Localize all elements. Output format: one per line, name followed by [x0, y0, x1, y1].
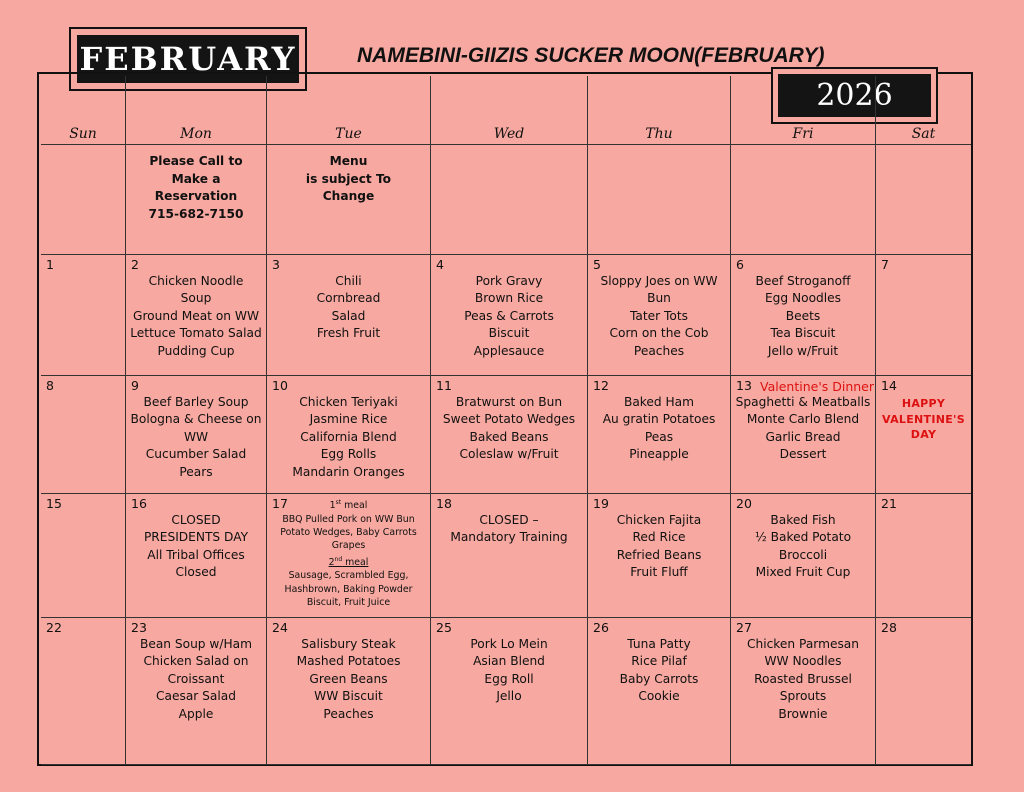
day-number: 7 — [881, 257, 889, 272]
menu-list — [588, 636, 730, 706]
menu-item: Mandatory Training — [450, 530, 568, 545]
menu-item: Fresh Fruit — [316, 326, 381, 341]
menu-item: Tater Tots — [629, 308, 688, 323]
menu-list — [731, 512, 875, 582]
menu-item: Peaches — [323, 706, 374, 721]
menu-item: Lettuce Tomato Salad — [130, 326, 262, 341]
day-number: 25 — [436, 620, 452, 635]
day-cell-24 — [267, 618, 431, 765]
menu-item: Fruit Fluff — [630, 565, 688, 580]
meal-label: 2nd meal — [328, 555, 369, 568]
day-number: 14 — [881, 378, 897, 393]
menu-item: Baby Carrots — [619, 671, 699, 686]
menu-item: Baked Fish — [770, 513, 836, 527]
menu-list — [126, 394, 266, 481]
menu-item: Egg Rolls — [320, 447, 377, 462]
menu-item: Chicken Teriyaki — [299, 395, 398, 409]
menu-item: Ground Meat on WW — [133, 308, 259, 323]
menu-item: Chicken Fajita — [616, 513, 702, 527]
calendar-grid — [41, 76, 971, 765]
day-number: 5 — [593, 257, 601, 272]
menu-item: Beets — [785, 308, 821, 323]
menu-item: Brownie — [778, 706, 828, 721]
day-number: 2 — [131, 257, 139, 272]
day-cell-1 — [41, 255, 126, 376]
menu-item: Grapes — [331, 540, 366, 552]
menu-list — [588, 394, 730, 464]
menu-item: Pears — [179, 464, 213, 479]
menu-list — [431, 512, 587, 547]
day-header-thu: Thu — [588, 76, 731, 145]
menu-item: Cucumber Salad — [145, 447, 247, 462]
day-cell-21 — [876, 494, 971, 618]
menu-item: Green Beans — [309, 671, 388, 686]
meal-label: 1st meal — [329, 499, 368, 512]
menu-item: Monte Carlo Blend — [746, 412, 860, 427]
day-cell-4 — [431, 255, 588, 376]
menu-item: Tuna Patty — [627, 637, 691, 651]
holiday-greeting — [876, 396, 971, 443]
day-cell-27 — [731, 618, 876, 765]
menu-item: Mashed Potatoes — [296, 654, 401, 669]
day-cell-5 — [588, 255, 731, 376]
day-number: 17 — [272, 496, 288, 511]
day-number: 1 — [46, 257, 54, 272]
menu-item: Pork Lo Mein — [470, 637, 548, 651]
day-cell-18 — [431, 494, 588, 618]
menu-item: Biscuit, Fruit Juice — [306, 597, 391, 609]
day-cell-22 — [41, 618, 126, 765]
menu-item: Au gratin Potatoes — [602, 412, 716, 427]
day-cell-9 — [126, 376, 267, 494]
day-cell-28 — [876, 618, 971, 765]
menu-item: Red Rice — [632, 530, 686, 545]
day-cell-3 — [267, 255, 431, 376]
day-header-fri: Fri — [731, 76, 876, 145]
menu-item: Potato Wedges, Baby Carrots — [280, 526, 417, 538]
holiday-line: VALENTINE'S — [882, 412, 965, 426]
day-header-sun: Sun — [41, 76, 126, 145]
menu-item: Peaches — [633, 343, 685, 358]
phone-number: 715-682-7150 — [148, 206, 244, 221]
menu-item: Pudding Cup — [157, 343, 235, 358]
day-number: 3 — [272, 257, 280, 272]
day-cell-25 — [431, 618, 588, 765]
menu-item: Chicken Noodle — [148, 274, 244, 288]
day-number: 19 — [593, 496, 609, 511]
menu-list — [731, 273, 875, 360]
menu-item: Sprouts — [779, 689, 827, 704]
day-cell-16 — [126, 494, 267, 618]
day-cell-26 — [588, 618, 731, 765]
menu-list — [731, 636, 875, 723]
menu-list — [126, 636, 266, 723]
menu-item: Spaghetti & Meatballs — [735, 395, 871, 409]
day-number: 11 — [436, 378, 452, 393]
menu-item: PRESIDENTS DAY — [143, 530, 249, 545]
empty-cell — [431, 145, 588, 255]
menu-list — [588, 273, 730, 360]
menu-item: Broccoli — [778, 547, 828, 562]
menu-item: Chicken Parmesan — [746, 637, 860, 651]
menu-item: Salisbury Steak — [301, 637, 396, 651]
menu-list — [588, 512, 730, 582]
day-number: 27 — [736, 620, 752, 635]
menu-item: Apple — [178, 706, 214, 721]
menu-item: Biscuit — [488, 326, 530, 341]
day-cell-15 — [41, 494, 126, 618]
menu-item: Sausage, Scrambled Egg, — [288, 570, 409, 582]
day-header-wed: Wed — [431, 76, 588, 145]
menu-item: Mixed Fruit Cup — [755, 565, 851, 580]
day-cell-23 — [126, 618, 267, 765]
day-number: 20 — [736, 496, 752, 511]
menu-list — [267, 273, 430, 343]
day-number: 15 — [46, 496, 62, 511]
menu-item: Bean Soup w/Ham — [139, 637, 253, 651]
day-cell-8 — [41, 376, 126, 494]
menu-item: All Tribal Offices — [147, 547, 245, 562]
menu-item: Salad — [331, 308, 366, 323]
day-cell-17 — [267, 494, 431, 618]
day-number: 8 — [46, 378, 54, 393]
day-number: 18 — [436, 496, 452, 511]
day-cell-7 — [876, 255, 971, 376]
menu-item: Cookie — [638, 689, 680, 704]
menu-item: Soup — [180, 291, 212, 306]
reservation-note: Please Call to Make a Reservation 715-682-7150 — [126, 153, 266, 223]
day-header-sat: Sat — [876, 76, 971, 145]
day-number: 9 — [131, 378, 139, 393]
day-number: 12 — [593, 378, 609, 393]
moon-subtitle: NAMEBINI-GIIZIS SUCKER MOON(FEBRUARY) — [357, 44, 825, 67]
menu-item: ½ Baked Potato — [754, 530, 852, 545]
day-number: 16 — [131, 496, 147, 511]
menu-item: California Blend — [300, 429, 397, 444]
menu-list — [731, 394, 875, 464]
menu-item: WW Noodles — [764, 654, 842, 669]
menu-item: Asian Blend — [473, 654, 545, 669]
day-number: 23 — [131, 620, 147, 635]
empty-cell — [588, 145, 731, 255]
menu-item: Beef Barley Soup — [143, 395, 249, 409]
holiday-line: DAY — [910, 428, 937, 441]
day-cell-12 — [588, 376, 731, 494]
menu-item: Jasmine Rice — [309, 412, 388, 427]
menu-item: Applesauce — [473, 343, 545, 358]
menu-item: Corn on the Cob — [609, 326, 709, 341]
menu-item: Croissant — [167, 671, 225, 686]
menu-item: Baked Beans — [469, 429, 549, 444]
menu-item: Peas — [644, 429, 674, 444]
menu-item: Chili — [335, 274, 362, 288]
menu-change-note: Menu is subject To Change — [305, 154, 392, 203]
menu-item: Peas & Carrots — [464, 308, 554, 323]
day-number: 6 — [736, 257, 744, 272]
day-header-tue: Tue — [267, 76, 431, 145]
menu-list — [431, 636, 587, 706]
day-number: 24 — [272, 620, 288, 635]
menu-item: Bologna & Cheese on — [130, 412, 262, 427]
day-number: 28 — [881, 620, 897, 635]
day-cell-20 — [731, 494, 876, 618]
holiday-line: HAPPY — [901, 397, 946, 410]
menu-item: CLOSED – — [479, 513, 539, 527]
menu-item: Coleslaw w/Fruit — [459, 447, 559, 462]
menu-item: WW Biscuit — [314, 689, 383, 704]
menu-item: Chicken Salad on — [143, 654, 249, 669]
menu-item: Egg Roll — [484, 671, 534, 686]
menu-item: Dessert — [779, 447, 827, 462]
reservation-note-cell — [126, 145, 267, 255]
menu-change-note-cell — [267, 145, 431, 255]
year-title: 2026 — [778, 74, 931, 117]
menu-item: Jello — [496, 689, 522, 704]
day-header-mon: Mon — [126, 76, 267, 145]
menu-item: Rice Pilaf — [631, 654, 687, 669]
menu-item: Hashbrown, Baking Powder — [284, 583, 413, 595]
day-cell-6 — [731, 255, 876, 376]
menu-item: Bratwurst on Bun — [455, 395, 563, 409]
day-number: 26 — [593, 620, 609, 635]
menu-item: Garlic Bread — [765, 429, 841, 444]
menu-list — [431, 273, 587, 360]
day-cell-2 — [126, 255, 267, 376]
special-event-label: Valentine's Dinner — [760, 379, 875, 394]
menu-list — [431, 394, 587, 464]
menu-item: Tea Biscuit — [770, 326, 836, 341]
menu-item: Cornbread — [316, 291, 381, 306]
day-number: 4 — [436, 257, 444, 272]
menu-item: Sweet Potato Wedges — [442, 412, 576, 427]
menu-item: Closed — [175, 565, 217, 580]
menu-item: Sloppy Joes on WW — [600, 274, 718, 288]
menu-item: Bun — [647, 291, 671, 306]
menu-item: Beef Stroganoff — [755, 274, 851, 288]
menu-item: Baked Ham — [623, 395, 695, 409]
day-cell-13 — [731, 376, 876, 494]
menu-list — [267, 394, 430, 481]
day-cell-14 — [876, 376, 971, 494]
day-number: 13 — [736, 378, 752, 393]
day-number: 21 — [881, 496, 897, 511]
menu-item: WW — [183, 429, 209, 444]
menu-item: BBQ Pulled Pork on WW Bun — [282, 513, 415, 525]
day-cell-11 — [431, 376, 588, 494]
menu-item: Caesar Salad — [156, 689, 236, 704]
day-cell-10 — [267, 376, 431, 494]
menu-item: Roasted Brussel — [754, 671, 852, 686]
menu-item: CLOSED — [171, 513, 221, 527]
menu-item: Mandarin Oranges — [292, 464, 405, 479]
day-cell-19 — [588, 494, 731, 618]
menu-item: Refried Beans — [616, 547, 702, 562]
empty-cell — [41, 145, 126, 255]
menu-item: Pineapple — [629, 447, 689, 462]
menu-item: Pork Gravy — [475, 274, 543, 288]
month-title: FEBRUARY — [77, 35, 299, 83]
empty-cell — [731, 145, 876, 255]
menu-list — [126, 273, 266, 360]
menu-item: Egg Noodles — [764, 291, 842, 306]
empty-cell — [876, 145, 971, 255]
day-number: 22 — [46, 620, 62, 635]
menu-list — [126, 512, 266, 582]
menu-item: Brown Rice — [474, 291, 544, 306]
day-number: 10 — [272, 378, 288, 393]
menu-list — [267, 636, 430, 723]
two-meal-menu — [267, 496, 430, 610]
menu-item: Jello w/Fruit — [767, 343, 839, 358]
